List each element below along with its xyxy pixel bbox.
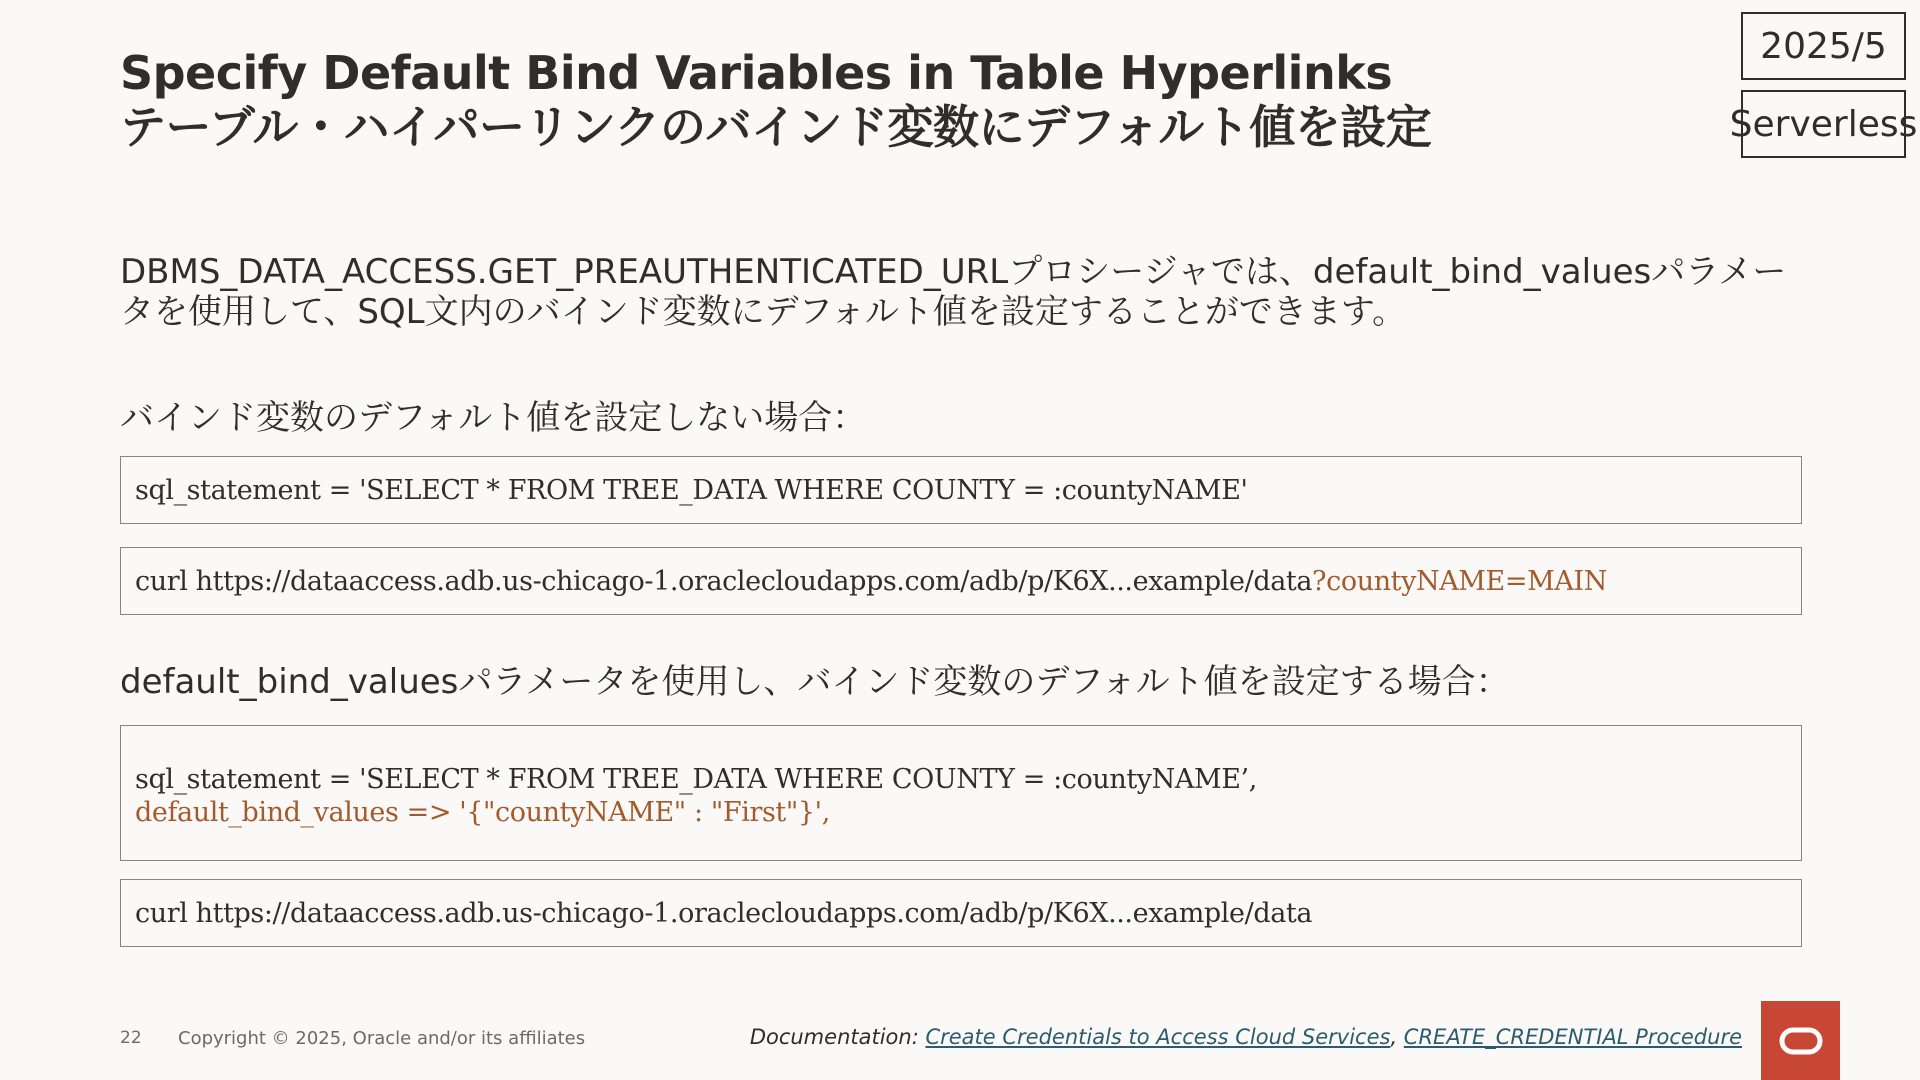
curl-query-param: ?countyNAME=MAIN <box>1312 565 1607 597</box>
title-english: Specify Default Bind Variables in Table Hyperlinks <box>120 46 1393 100</box>
oracle-logo <box>1761 1001 1840 1080</box>
oracle-logo-icon <box>1779 1027 1823 1055</box>
code-curl-command <box>135 566 1801 597</box>
documentation-links <box>750 1025 1742 1049</box>
page-number: 22 <box>120 1028 142 1048</box>
copyright: Copyright © 2025, Oracle and/or its affiliates <box>178 1028 586 1049</box>
section-heading-without-default: バインド変数のデフォルト値を設定しない場合： <box>120 398 867 438</box>
code-box-curl-with-query <box>120 547 1802 615</box>
date-tag: 2025/5 <box>1741 12 1906 80</box>
code-box-sql-without-default <box>120 456 1802 524</box>
code-sql-statement: sql_statement = 'SELECT * FROM TREE_DATA WHERE COUNTY = :countyNAME’, <box>135 764 1257 795</box>
intro-text: DBMS_DATA_ACCESS.GET_PREAUTHENTICATED_URLプロシージャでは、default_bind_valuesパラメータを使用して、SQL文内のバインド変数にデフォルト値を設定することができます。 <box>120 252 1787 332</box>
code-box-sql-with-default <box>120 725 1802 861</box>
code-curl-command: curl https://dataaccess.adb.us-chicago-1.oraclecloudapps.com/adb/p/K6X...example/data <box>135 897 1313 929</box>
documentation-label: Documentation: <box>749 1025 926 1049</box>
section-heading-with-default: default_bind_valuesパラメータを使用し、バインド変数のデフォルト値を設定する場合： <box>120 662 1510 702</box>
title-japanese: テーブル・ハイパーリンクのバインド変数にデフォルト値を設定 <box>120 100 1432 154</box>
page-title <box>120 46 1620 154</box>
product-tag: Serverless <box>1741 90 1906 158</box>
link-create-credentials[interactable]: Create Credentials to Access Cloud Services <box>925 1025 1391 1049</box>
curl-base-url: curl https://dataaccess.adb.us-chicago-1.oraclecloudapps.com/adb/p/K6X...example/data <box>135 565 1313 597</box>
code-box-curl-without-query <box>120 879 1802 947</box>
code-default-bind-values: default_bind_values => '{"countyNAME" : "First"}', <box>135 797 830 828</box>
link-create-credential-procedure[interactable]: CREATE_CREDENTIAL Procedure <box>1403 1025 1742 1049</box>
link-separator: , <box>1390 1025 1404 1049</box>
code-sql-statement: sql_statement = 'SELECT * FROM TREE_DATA WHERE COUNTY = :countyNAME' <box>135 474 1248 506</box>
